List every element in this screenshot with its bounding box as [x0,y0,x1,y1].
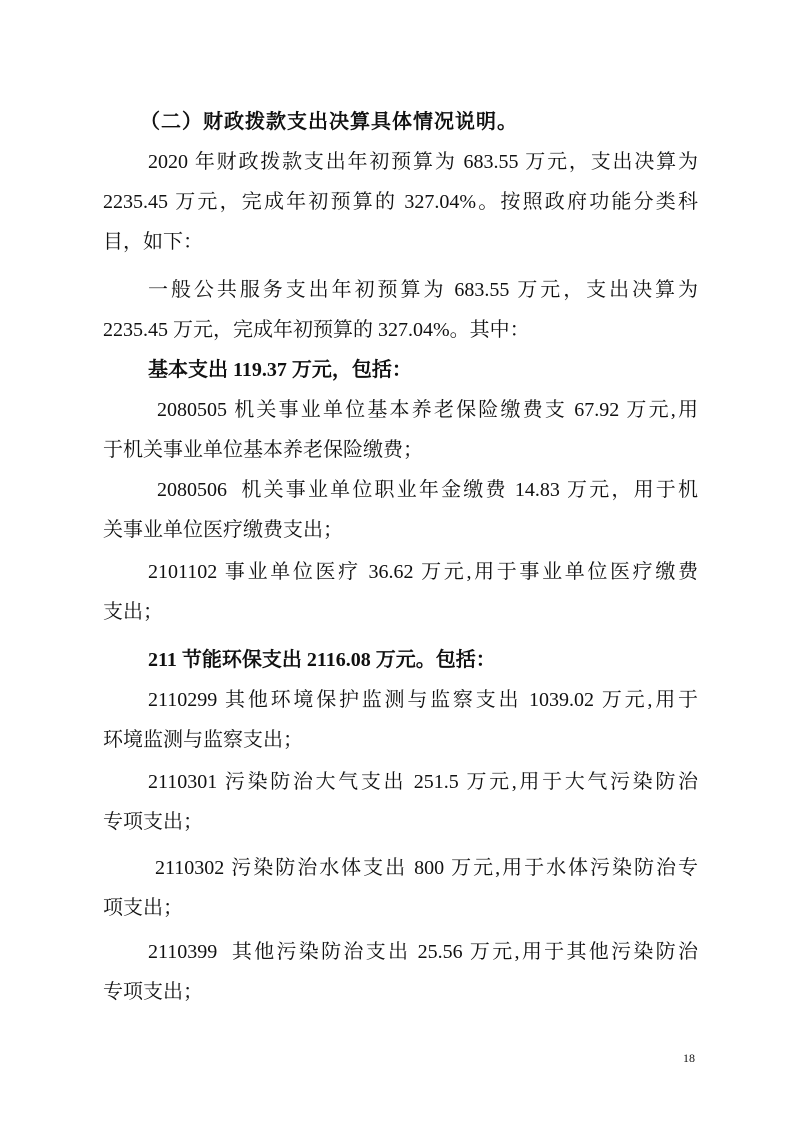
text-line: 一般公共服务支出年初预算为 683.55 万元，支出决算为 [148,279,698,301]
text-line: 2020 年财政拨款支出年初预算为 683.55 万元，支出决算为 [148,151,698,173]
text-line: 环境监测与监察支出； [103,729,303,751]
text-line: 2110299 其他环境保护监测与监察支出 1039.02 万元,用于 [148,689,698,711]
category-heading-energy-environment: 211 节能环保支出 2116.08 万元。包括： [148,649,496,671]
text-line: 2110301 污染防治大气支出 251.5 万元,用于大气污染防治 [148,771,698,793]
text-line: 专项支出； [103,811,203,833]
page-number: 18 [683,1051,695,1065]
text-line: 2110302 污染防治水体支出 800 万元,用于水体污染防治专 [155,857,698,879]
text-line: 项支出； [103,897,183,919]
text-line: 2080506 机关事业单位职业年金缴费 14.83 万元，用于机 [157,479,698,501]
text-line: 专项支出； [103,981,203,1003]
text-line: 2080505 机关事业单位基本养老保险缴费支 67.92 万元,用 [157,399,698,421]
text-line: 目，如下： [103,231,203,253]
text-line: 关事业单位医疗缴费支出； [103,519,343,541]
section-heading: （二）财政拨款支出决算具体情况说明。 [140,111,518,133]
text-line: 2235.45 万元，完成年初预算的 327.04%。按照政府功能分类科 [103,191,698,213]
text-line: 2110399 其他污染防治支出 25.56 万元,用于其他污染防治 [148,941,698,963]
text-line: 支出； [103,601,163,623]
text-line: 2235.45 万元，完成年初预算的 327.04%。其中： [103,319,530,341]
category-heading-basic-expenditure: 基本支出 119.37 万元，包括： [148,359,412,381]
text-line: 2101102 事业单位医疗 36.62 万元,用于事业单位医疗缴费 [148,561,698,583]
text-line: 于机关事业单位基本养老保险缴费； [103,439,423,461]
